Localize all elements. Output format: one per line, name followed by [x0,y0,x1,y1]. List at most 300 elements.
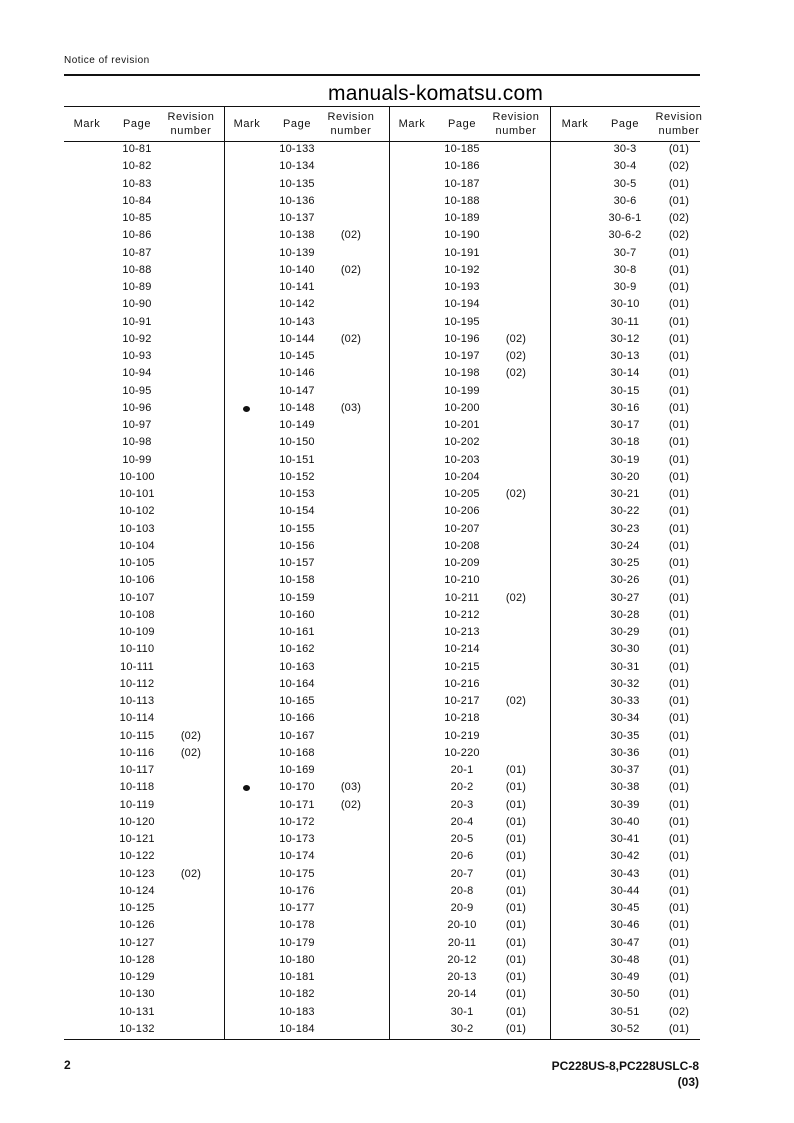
page-cell: 30-34 [610,712,640,725]
page-cell: 10-161 [279,626,315,638]
column-divider [550,106,551,1040]
page-cell: 10-218 [444,712,480,725]
revision-cell: (01) [505,850,527,863]
page-cell: 10-94 [122,367,152,380]
revision-column-header: Revision number [327,110,375,137]
page-cell: 10-193 [444,281,480,293]
mark-column-header: Mark [398,117,426,130]
page-cell: 10-158 [279,574,315,587]
page-cell: 20-4 [450,815,474,828]
page-cell: 30-24 [610,539,640,552]
page-cell: 10-123 [119,867,155,880]
page-cell: 10-157 [279,557,315,569]
page-cell: 10-113 [119,695,155,707]
revision-cell: (01) [668,695,690,707]
page-cell: 30-39 [610,798,640,811]
page-cell: 10-182 [279,988,315,1001]
watermark-text: manuals-komatsu.com [328,82,544,105]
page-cell: 30-15 [610,384,640,397]
page-cell: 10-202 [444,436,480,449]
page-cell: 10-96 [122,401,152,414]
revision-column-header: Revision number [655,110,703,137]
revision-cell: (01) [668,729,690,742]
page-cell: 20-10 [447,919,477,932]
page-cell: 10-188 [444,194,480,207]
page-cell: 30-30 [610,643,640,656]
page-cell: 30-23 [610,522,640,535]
top-rule [64,74,700,76]
page-cell: 10-145 [279,350,315,362]
page-cell: 10-169 [279,764,315,776]
page-cell: 30-35 [610,729,640,742]
page-cell: 10-208 [444,539,480,552]
page-cell: 10-126 [119,919,155,932]
page-cell: 10-135 [279,177,315,190]
page-cell: 10-213 [444,626,480,638]
column-divider [224,106,225,1040]
page-cell: 10-187 [444,177,480,190]
page-cell: 30-43 [610,867,640,880]
page-cell: 30-20 [610,470,640,483]
page-cell: 20-5 [450,833,474,845]
page-cell: 10-130 [119,988,155,1001]
revision-cell: (01) [505,1005,527,1018]
page-cell: 10-207 [444,522,480,535]
revision-cell: (01) [668,539,690,552]
revision-cell: (02) [505,488,527,500]
page-cell: 30-25 [610,557,640,569]
page-cell: 10-119 [119,798,155,811]
page-cell: 30-21 [610,488,640,500]
revision-cell: (01) [668,626,690,638]
page-cell: 10-184 [279,1022,315,1035]
page-cell: 20-14 [447,988,477,1001]
revision-cell: (02) [340,263,362,276]
page-cell: 20-3 [450,798,474,811]
page-cell: 10-151 [279,453,315,466]
page-cell: 10-97 [122,419,152,431]
page-cell: 10-186 [444,160,480,173]
page-cell: 30-50 [610,988,640,1001]
revision-cell: (01) [505,919,527,932]
page-cell: 10-143 [279,315,315,328]
revision-cell: (01) [668,367,690,380]
model-name: PC228US-8,PC228USLC-8 [551,1059,699,1073]
page-cell: 20-1 [450,764,474,776]
page-cell: 10-204 [444,470,480,483]
page-cell: 10-181 [279,971,315,983]
page-cell: 10-216 [444,677,480,690]
page-cell: 10-185 [444,143,480,155]
page-column-header: Page [447,117,477,130]
revision-cell: (01) [668,919,690,932]
revision-cell: (01) [505,815,527,828]
page-cell: 10-211 [444,591,480,604]
revision-cell: (01) [668,764,690,776]
page-cell: 10-105 [119,557,155,569]
page-cell: 10-195 [444,315,480,328]
revision-cell: (02) [505,591,527,604]
page-cell: 10-160 [279,608,315,621]
page-cell: 10-156 [279,539,315,552]
page-cell: 10-220 [444,746,480,759]
revision-cell: (02) [340,798,362,811]
page-cell: 10-183 [279,1005,315,1018]
revision-mark-dot [243,406,250,412]
page-cell: 10-200 [444,401,480,414]
page-cell: 10-189 [444,212,480,224]
revision-cell: (01) [668,194,690,207]
page-cell: 30-8 [613,263,637,276]
revision-cell: (01) [505,902,527,914]
revision-cell: (01) [505,988,527,1001]
page-cell: 10-95 [122,384,152,397]
page-cell: 10-166 [279,712,315,725]
revision-cell: (01) [668,677,690,690]
revision-cell: (01) [668,419,690,431]
revision-cell: (01) [668,505,690,518]
page-cell: 30-16 [610,401,640,414]
page-cell: 30-10 [610,298,640,311]
page-cell: 20-9 [450,902,474,914]
revision-cell: (01) [668,936,690,949]
page-cell: 20-7 [450,867,474,880]
revision-cell: (01) [668,557,690,569]
page-cell: 10-108 [119,608,155,621]
page-cell: 10-109 [119,626,155,638]
page-cell: 10-116 [119,746,155,759]
page-cell: 10-132 [119,1022,155,1035]
page-cell: 10-206 [444,505,480,518]
revision-cell: (02) [505,367,527,380]
page-cell: 10-82 [122,160,152,173]
revision-cell: (01) [668,315,690,328]
page-cell: 10-212 [444,608,480,621]
page-cell: 10-150 [279,436,315,449]
page-cell: 30-31 [610,660,640,673]
page-cell: 10-112 [119,677,155,690]
page-cell: 30-42 [610,850,640,863]
page-cell: 20-12 [447,953,477,966]
revision-cell: (01) [668,884,690,897]
page-cell: 10-84 [122,194,152,207]
page-cell: 10-205 [444,488,480,500]
page-cell: 10-219 [444,729,480,742]
page-cell: 30-38 [610,781,640,794]
page-cell: 10-215 [444,660,480,673]
revision-cell: (01) [668,608,690,621]
revision-cell: (01) [668,436,690,449]
page-cell: 10-87 [122,246,152,259]
revision-cell: (01) [668,660,690,673]
page-cell: 10-178 [279,919,315,932]
page-column-header: Page [610,117,640,130]
revision-cell: (02) [668,160,690,173]
revision-cell: (01) [668,574,690,587]
page-cell: 10-110 [119,643,155,656]
page-cell: 10-107 [119,591,155,604]
revision-cell: (01) [505,781,527,794]
revision-cell: (02) [340,229,362,242]
page-cell: 10-198 [444,367,480,380]
revision-cell: (01) [668,350,690,362]
page-cell: 20-2 [450,781,474,794]
page-cell: 10-174 [279,850,315,863]
page-cell: 10-85 [122,212,152,224]
page-cell: 10-162 [279,643,315,656]
page-cell: 10-127 [119,936,155,949]
revision-cell: (01) [505,936,527,949]
page-cell: 30-36 [610,746,640,759]
page-cell: 10-176 [279,884,315,897]
page-number: 2 [64,1058,71,1072]
revision-cell: (01) [668,902,690,914]
page-cell: 30-26 [610,574,640,587]
revision-cell: (01) [505,867,527,880]
page-cell: 30-46 [610,919,640,932]
page-cell: 10-89 [122,281,152,293]
page-cell: 10-120 [119,815,155,828]
page-cell: 10-81 [122,143,152,155]
page-cell: 10-190 [444,229,480,242]
revision-cell: (02) [668,229,690,242]
page-cell: 30-11 [610,315,640,328]
page-cell: 10-167 [279,729,315,742]
page-cell: 10-214 [444,643,480,656]
page-cell: 10-106 [119,574,155,587]
page-cell: 10-201 [444,419,480,431]
page-cell: 30-18 [610,436,640,449]
revision-mark-dot [243,785,250,791]
revision-cell: (01) [668,815,690,828]
page-cell: 10-165 [279,695,315,707]
page-cell: 30-22 [610,505,640,518]
page-cell: 10-118 [119,781,155,794]
page-cell: 30-29 [610,626,640,638]
page-cell: 10-104 [119,539,155,552]
model-footer [552,1058,699,1090]
revision-cell: (01) [668,522,690,535]
revision-cell: (01) [668,143,690,155]
page-cell: 30-52 [610,1022,640,1035]
revision-cell: (02) [668,212,690,224]
revision-cell: (01) [668,953,690,966]
revision-cell: (02) [180,729,202,742]
page-cell: 30-44 [610,884,640,897]
page-cell: 10-138 [279,229,315,242]
page-cell: 10-164 [279,677,315,690]
page-cell: 10-102 [119,505,155,518]
revision-cell: (02) [505,695,527,707]
revision-table [64,106,703,1040]
model-revision: (03) [677,1075,699,1089]
page-cell: 10-159 [279,591,315,604]
page-cell: 10-133 [279,143,315,155]
page-cell: 30-48 [610,953,640,966]
revision-cell: (01) [668,488,690,500]
page-cell: 20-11 [447,936,477,949]
mark-column-header: Mark [233,117,261,130]
page-cell: 10-172 [279,815,315,828]
page-cell: 30-2 [450,1022,474,1035]
page-cell: 30-37 [610,764,640,776]
revision-cell: (01) [668,332,690,345]
page-cell: 30-14 [610,367,640,380]
page-cell: 30-9 [613,281,637,293]
revision-cell: (02) [505,350,527,362]
page-cell: 10-146 [279,367,315,380]
page-cell: 10-147 [279,384,315,397]
revision-cell: (01) [668,384,690,397]
page-cell: 10-152 [279,470,315,483]
page-cell: 10-103 [119,522,155,535]
page-cell: 10-217 [444,695,480,707]
page-cell: 10-117 [119,764,155,776]
page-cell: 10-209 [444,557,480,569]
page-cell: 10-124 [119,884,155,897]
page-cell: 10-163 [279,660,315,673]
page-cell: 10-122 [119,850,155,863]
page-cell: 30-51 [610,1005,640,1018]
page-cell: 10-170 [279,781,315,794]
revision-cell: (01) [505,1022,527,1035]
page-cell: 30-27 [610,591,640,604]
revision-cell: (01) [668,850,690,863]
page-cell: 30-17 [610,419,640,431]
mark-column-header: Mark [73,117,101,130]
revision-cell: (01) [505,764,527,776]
column-divider [389,106,390,1040]
page-cell: 30-6-1 [608,212,642,224]
page-cell: 10-177 [279,902,315,914]
page-cell: 10-98 [122,436,152,449]
revision-cell: (01) [668,833,690,845]
page-cell: 10-140 [279,263,315,276]
mark-column-header: Mark [561,117,589,130]
page-column-header: Page [122,117,152,130]
revision-cell: (02) [180,867,202,880]
page-cell: 30-49 [610,971,640,983]
page-column-header: Page [282,117,312,130]
page-cell: 10-180 [279,953,315,966]
notice-of-revision-title: Notice of revision [64,55,150,66]
revision-cell: (03) [340,401,362,414]
page-cell: 10-199 [444,384,480,397]
page-cell: 10-101 [119,488,155,500]
page-cell: 10-173 [279,833,315,845]
revision-cell: (02) [505,332,527,345]
page-cell: 10-136 [279,194,315,207]
revision-cell: (01) [668,746,690,759]
page-cell: 10-210 [444,574,480,587]
page-cell: 10-194 [444,298,480,311]
revision-cell: (01) [505,798,527,811]
revision-cell: (01) [668,591,690,604]
page-cell: 10-121 [119,833,155,845]
revision-cell: (01) [668,643,690,656]
page-cell: 10-192 [444,263,480,276]
page-cell: 10-168 [279,746,315,759]
page-cell: 30-6-2 [608,229,642,242]
page-cell: 10-93 [122,350,152,362]
revision-cell: (02) [180,746,202,759]
page-cell: 10-149 [279,419,315,431]
revision-cell: (01) [668,1022,690,1035]
page-cell: 10-141 [279,281,315,293]
revision-cell: (03) [340,781,362,794]
page-cell: 10-111 [120,660,154,673]
revision-cell: (01) [668,781,690,794]
revision-cell: (01) [505,971,527,983]
page-cell: 10-175 [279,867,315,880]
revision-cell: (01) [505,833,527,845]
page-cell: 10-144 [279,332,315,345]
revision-cell: (02) [668,1005,690,1018]
page-cell: 10-114 [119,712,155,725]
page-cell: 30-5 [613,177,637,190]
page-cell: 10-196 [444,332,480,345]
page-cell: 10-129 [119,971,155,983]
page-cell: 30-12 [610,332,640,345]
page-cell: 30-28 [610,608,640,621]
page-cell: 30-19 [610,453,640,466]
table-bottom-rule [64,1039,700,1040]
page-cell: 10-148 [279,401,315,414]
revision-cell: (01) [668,470,690,483]
page-cell: 10-137 [279,212,315,224]
page-cell: 20-6 [450,850,474,863]
revision-cell: (01) [668,401,690,414]
revision-column-header: Revision number [167,110,215,137]
page-cell: 30-41 [610,833,640,845]
revision-cell: (01) [668,712,690,725]
page-cell: 10-91 [122,315,152,328]
page-cell: 10-179 [279,936,315,949]
page-cell: 10-92 [122,332,152,345]
page-cell: 10-83 [122,177,152,190]
page-cell: 10-154 [279,505,315,518]
page-cell: 20-8 [450,884,474,897]
page-cell: 30-32 [610,677,640,690]
page-cell: 30-47 [610,936,640,949]
page-cell: 30-3 [613,143,637,155]
revision-cell: (01) [668,798,690,811]
page-cell: 30-1 [450,1005,474,1018]
revision-cell: (01) [668,988,690,1001]
revision-cell: (01) [668,971,690,983]
revision-cell: (01) [505,953,527,966]
page-cell: 30-40 [610,815,640,828]
revision-cell: (01) [668,281,690,293]
page-cell: 30-45 [610,902,640,914]
page-cell: 10-153 [279,488,315,500]
page-cell: 10-115 [119,729,155,742]
page-cell: 30-7 [613,246,637,259]
page-cell: 10-128 [119,953,155,966]
page-cell: 30-33 [610,695,640,707]
page-cell: 10-88 [122,263,152,276]
page-cell: 20-13 [447,971,477,983]
page-cell: 10-125 [119,902,155,914]
revision-cell: (01) [668,867,690,880]
page-cell: 10-171 [279,798,315,811]
page-cell: 10-155 [279,522,315,535]
revision-cell: (01) [668,298,690,311]
page-cell: 10-90 [122,298,152,311]
page-cell: 30-4 [613,160,637,173]
page-cell: 10-131 [119,1005,155,1018]
revision-cell: (01) [668,453,690,466]
